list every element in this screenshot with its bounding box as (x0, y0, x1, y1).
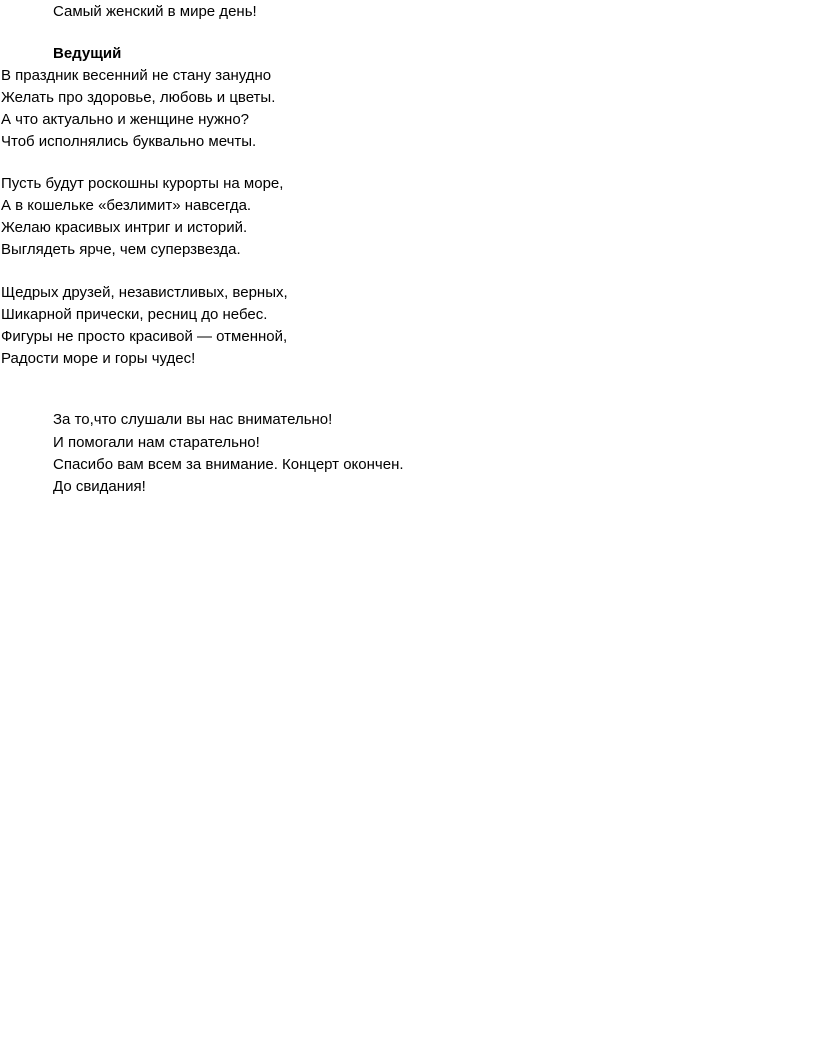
closing-line: Спасибо вам всем за внимание. Концерт окончен. (53, 456, 404, 473)
stanza-line: В праздник весенний не стану занудно (1, 67, 272, 84)
closing-line: За то,что слушали вы нас внимательно! (53, 411, 333, 428)
stanza-line: А что актуально и женщине нужно? (1, 111, 250, 128)
closing-line: До свидания! (53, 478, 146, 495)
stanza-line: Желаю красивых интриг и историй. (1, 219, 248, 236)
stanza-line: Чтоб исполнялись буквально мечты. (1, 133, 257, 150)
stanza-line: Фигуры не просто красивой — отменной, (1, 328, 288, 345)
intro-line: Самый женский в мире день! (53, 3, 257, 20)
closing-line: И помогали нам старательно! (53, 434, 260, 451)
stanza-line: Шикарной прически, ресниц до небес. (1, 306, 268, 323)
stanza-line: Выглядеть ярче, чем суперзвезда. (1, 241, 241, 258)
stanza-line: Пусть будут роскошны курорты на море, (1, 175, 284, 192)
stanza-line: Радости море и горы чудес! (1, 350, 196, 367)
speaker-heading: Ведущий (53, 45, 122, 62)
stanza-line: Желать про здоровье, любовь и цветы. (1, 89, 276, 106)
stanza-line: Щедрых друзей, независтливых, верных, (1, 284, 288, 301)
stanza-line: А в кошельке «безлимит» навсегда. (1, 197, 252, 214)
